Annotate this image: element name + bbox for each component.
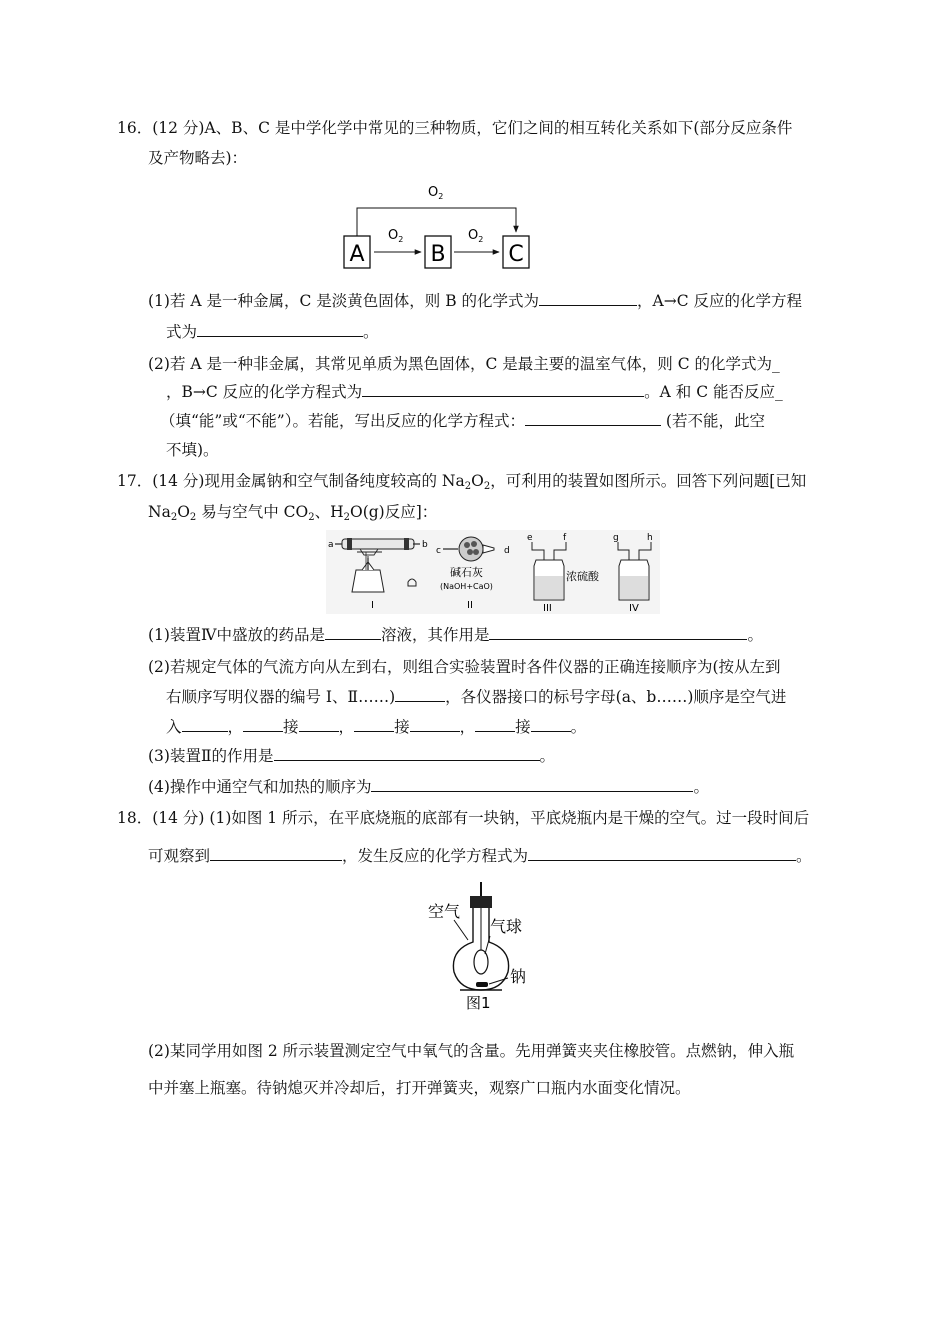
- q16-b-to-c-equation-blank[interactable]: [362, 382, 644, 397]
- q17-apparatus-figure: [326, 530, 660, 614]
- q17-score: (14 分): [152, 472, 205, 490]
- svg-text:碱石灰: 碱石灰: [450, 566, 483, 579]
- q16-stem-line2: 及产物略去)：: [148, 149, 248, 167]
- svg-text:气球: 气球: [490, 917, 523, 936]
- q17-order-blank[interactable]: [395, 687, 445, 702]
- q18-part2-line1: (2)某同学用如图 2 所示装置测定空气中氧气的含量。先用弹簧夹夹住橡胶管。点燃钠，伸入瓶: [148, 1042, 795, 1060]
- q16-stem-line1: [117, 118, 792, 138]
- svg-text:I: I: [371, 600, 374, 611]
- q17-port-blank-1[interactable]: [182, 717, 228, 732]
- q17-part2-line2: 右顺序写明仪器的编号 Ⅰ、Ⅱ……) ，各仪器接口的标号字母(a、b……)顺序是空气进: [166, 688, 787, 706]
- q17-drug-blank[interactable]: [325, 625, 381, 640]
- q18-observation-blank[interactable]: [210, 846, 342, 861]
- q16-o2-ab-label: $O_2$: [388, 228, 404, 244]
- q17-sequence-blank[interactable]: [371, 777, 693, 792]
- q17-port-blank-7[interactable]: [531, 717, 571, 732]
- q16-score: (12 分): [152, 119, 205, 137]
- q17-part2-line3: 入 ， 接 ， 接 ， 接 。: [166, 718, 587, 736]
- q18-part2-line2: 中并塞上瓶塞。待钠熄灭并冷却后，打开弹簧夹，观察广口瓶内水面变化情况。: [148, 1079, 691, 1097]
- q17-purpose-blank[interactable]: [489, 625, 747, 640]
- q16-part2-line1: (2)若 A 是一种非金属，其常见单质为黑色固体，C 是最主要的温室气体，则 C 的化学式为_: [148, 355, 780, 373]
- q16-stem-text: A、B、C 是中学化学中常见的三种物质，它们之间的相互转化关系如下(部分反应条件: [204, 119, 793, 137]
- q16-o2-top-label: $O_2$: [428, 185, 444, 201]
- svg-text:b: b: [422, 540, 428, 550]
- q16-number: 16．: [117, 119, 153, 137]
- svg-text:a: a: [328, 540, 334, 550]
- q17-part2-line1: (2)若规定气体的气流方向从左到右，则组合实验装置时各件仪器的正确连接顺序为(按从左到: [148, 658, 781, 676]
- svg-text:e: e: [527, 533, 533, 543]
- q16-box-a-label: A: [349, 242, 365, 267]
- q17-part3: (3)装置Ⅱ的作用是 。: [148, 747, 556, 765]
- q17-port-blank-3[interactable]: [299, 717, 339, 732]
- q18-figure-1: [420, 878, 540, 1010]
- svg-text:钠: 钠: [510, 967, 527, 986]
- svg-text:d: d: [504, 546, 510, 556]
- q17-port-blank-2[interactable]: [243, 717, 283, 732]
- q16-part2-line4: 不填)。: [166, 441, 219, 459]
- q16-part1-line2: 式为 。: [166, 323, 379, 341]
- svg-text:g: g: [613, 533, 619, 543]
- q16-a-c-equation-blank[interactable]: [525, 411, 661, 426]
- q16-box-b-label: B: [430, 242, 446, 267]
- svg-text:c: c: [436, 546, 441, 556]
- svg-text:III: III: [543, 603, 552, 614]
- q18-number: 18．: [117, 809, 153, 827]
- svg-text:空气: 空气: [428, 902, 461, 921]
- q17-number: 17．: [117, 472, 153, 490]
- q17-part1: (1)装置Ⅳ中盛放的药品是 溶液，其作用是 。: [148, 626, 763, 644]
- q16-part2-line2: ，B→C 反应的化学方程式为 。A 和 C 能否反应_: [166, 383, 783, 401]
- svg-text:浓硫酸: 浓硫酸: [566, 570, 599, 583]
- q16-part2-line3: （填“能”或“不能”）。若能，写出反应的化学方程式： (若不能，此空: [160, 412, 765, 430]
- q17-port-blank-5[interactable]: [410, 717, 460, 732]
- svg-text:II: II: [467, 600, 473, 611]
- q16-part1-line1: (1)若 A 是一种金属，C 是淡黄色固体，则 B 的化学式为 ，A→C 反应的化学方程: [148, 292, 803, 310]
- svg-text:(NaOH+CaO): (NaOH+CaO): [440, 582, 493, 591]
- q17-part4: (4)操作中通空气和加热的顺序为 。: [148, 778, 709, 796]
- q17-stem-line1: 17．(14 分)现用金属钠和空气制备纯度较高的 $Na_2O_2$，可利用的装置如图所示。回答下列问题[已知: [117, 472, 807, 492]
- q17-stem-line2: $Na_2O_2$ 易与空气中 $CO_2$、$H_2O(g)$反应]：: [148, 503, 438, 523]
- q18-part1-line1: 18．(14 分) (1)如图 1 所示，在平底烧瓶的底部有一块钠，平底烧瓶内是干燥的空气。过一段时间后: [117, 809, 810, 827]
- q18-part1-line2: 可观察到 ，发生反应的化学方程式为 。: [148, 847, 812, 865]
- q16-a-to-c-equation-blank[interactable]: [197, 322, 363, 337]
- svg-text:图1: 图1: [466, 994, 491, 1010]
- q16-conversion-diagram: [330, 178, 550, 273]
- q17-port-blank-6[interactable]: [475, 717, 515, 732]
- q16-box-c-label: C: [508, 242, 524, 267]
- q17-port-blank-4[interactable]: [354, 717, 394, 732]
- q16-b-formula-blank[interactable]: [539, 291, 637, 306]
- q17-device2-purpose-blank[interactable]: [274, 746, 540, 761]
- svg-text:h: h: [647, 533, 653, 543]
- q18-equation-blank[interactable]: [528, 846, 796, 861]
- q16-o2-bc-label: $O_2$: [468, 228, 484, 244]
- q18-score: (14 分): [152, 809, 205, 827]
- svg-text:f: f: [563, 533, 567, 543]
- svg-text:IV: IV: [629, 603, 639, 614]
- q16-top-arrow: [357, 208, 516, 236]
